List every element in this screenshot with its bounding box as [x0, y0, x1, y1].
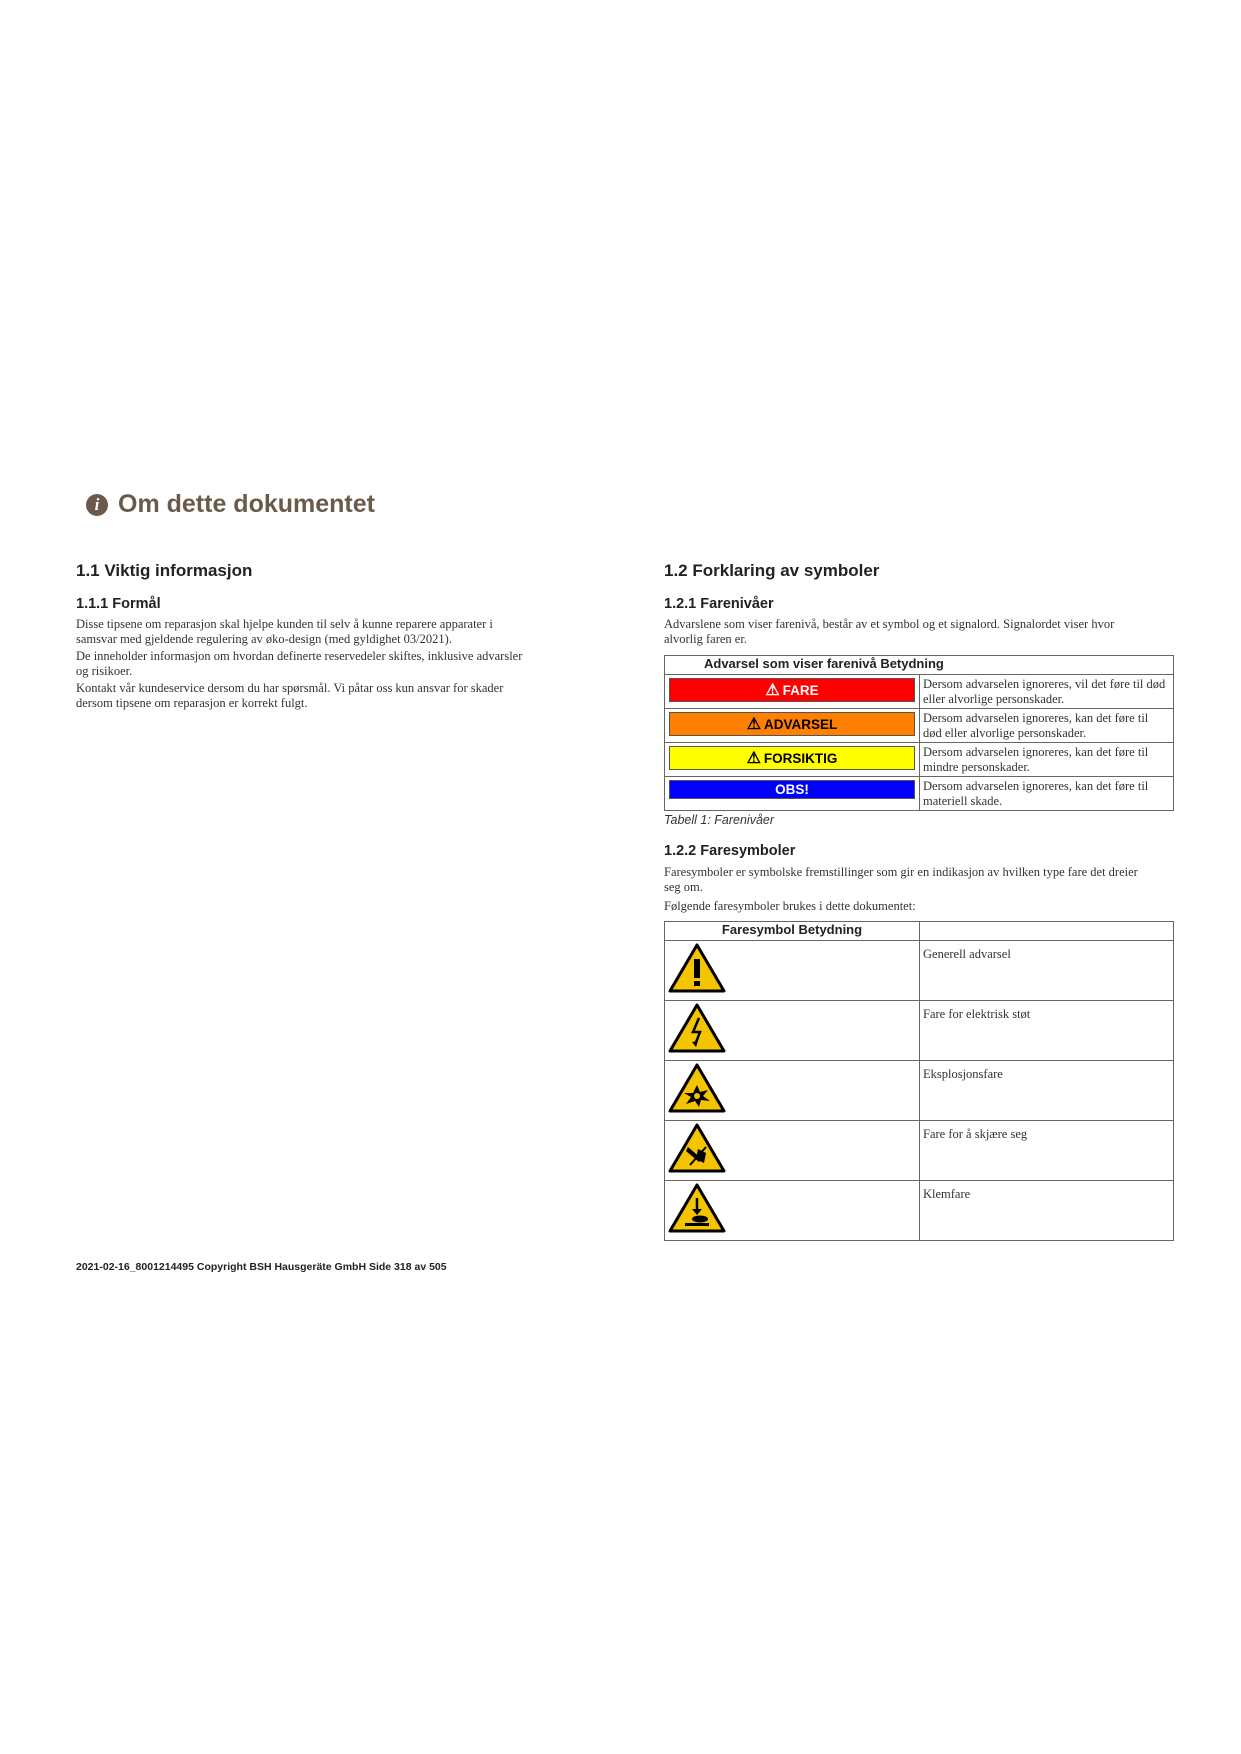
section-1-2-2-intro: Faresymboler er symbolske fremstillinger som gir en indikasjon av hvilken type fare det dreier seg om. [664, 865, 1138, 894]
table-header-row [665, 922, 1174, 941]
section-1-2-2-heading: 1.2.2 Faresymboler [664, 843, 796, 859]
obs-badge: OBS! [669, 780, 915, 799]
document-title [86, 490, 375, 519]
section-1-2-2-intro-2: Følgende faresymboler brukes i dette dokumentet: [664, 899, 916, 913]
forsiktig-badge: ⚠ FORSIKTIG [669, 746, 915, 770]
table-row [665, 1061, 1174, 1121]
electric-shock-icon [668, 1003, 726, 1053]
warning-triangle-icon: ⚠ [765, 682, 780, 699]
hazard-symbols-table [664, 921, 1174, 1241]
fare-badge: ⚠ FARE [669, 678, 915, 702]
explosion-icon [668, 1063, 726, 1113]
warning-triangle-icon: ⚠ [746, 750, 761, 767]
level-description: Dersom advarselen ignoreres, vil det føre til død eller alvorlige personskader. [920, 675, 1174, 709]
symbol-meaning: Fare for å skjære seg [920, 1121, 1174, 1181]
level-description: Dersom advarselen ignoreres, kan det føre til død eller alvorlige personskader. [920, 709, 1174, 743]
table-row [665, 1001, 1174, 1061]
section-1-2-1-intro: Advarslene som viser farenivå, består av et symbol og et signalord. Signalordet viser hvor alvorlig faren er. [664, 617, 1115, 646]
general-warning-icon [668, 943, 726, 993]
info-icon: i [86, 494, 108, 516]
section-1-1-1-heading: 1.1.1 Formål [76, 596, 161, 612]
table-row [665, 675, 1174, 709]
table-header: Advarsel som viser farenivå Betydning [665, 656, 1174, 675]
table-caption: Tabell 1: Farenivåer [664, 813, 775, 827]
paragraph: Kontakt vår kundeservice dersom du har spørsmål. Vi påtar oss kun ansvar for skader dersom tipsene om reparasjon er korrekt fulgt. [76, 681, 504, 710]
warning-triangle-icon: ⚠ [746, 716, 762, 733]
paragraph: Disse tipsene om reparasjon skal hjelpe kunden til selv å kunne reparere apparater i samsvar med gjeldende regulering av øko-design (med gyldighet 03/2021). [76, 617, 493, 646]
cut-hazard-icon [668, 1123, 726, 1173]
level-description: Dersom advarselen ignoreres, kan det føre til mindre personskader. [920, 743, 1174, 777]
document-title-text: Om dette dokumentet [118, 490, 375, 518]
table-row [665, 941, 1174, 1001]
table-header: Faresymbol Betydning [665, 922, 920, 941]
crush-hazard-icon [668, 1183, 726, 1233]
hazard-levels-table [664, 655, 1174, 811]
table-row [665, 1121, 1174, 1181]
section-1-1-body [76, 617, 536, 711]
advarsel-badge: ⚠ ADVARSEL [669, 712, 915, 736]
table-row [665, 743, 1174, 777]
page-footer: 2021-02-16_8001214495 Copyright BSH Hausgeräte GmbH Side 318 av 505 [76, 1261, 447, 1273]
symbol-meaning: Klemfare [920, 1181, 1174, 1241]
section-1-2-heading: 1.2 Forklaring av symboler [664, 561, 880, 580]
symbol-meaning: Generell advarsel [920, 941, 1174, 1001]
table-row [665, 1181, 1174, 1241]
section-1-1-heading: 1.1 Viktig informasjon [76, 561, 253, 580]
table-header-row [665, 656, 1174, 675]
section-1-2-1-heading: 1.2.1 Farenivåer [664, 596, 774, 612]
table-row [665, 777, 1174, 811]
symbol-meaning: Eksplosjonsfare [920, 1061, 1174, 1121]
table-row [665, 709, 1174, 743]
symbol-meaning: Fare for elektrisk støt [920, 1001, 1174, 1061]
level-description: Dersom advarselen ignoreres, kan det føre til materiell skade. [920, 777, 1174, 811]
paragraph: De inneholder informasjon om hvordan definerte reservedeler skiftes, inklusive advarsler og risikoer. [76, 649, 523, 678]
